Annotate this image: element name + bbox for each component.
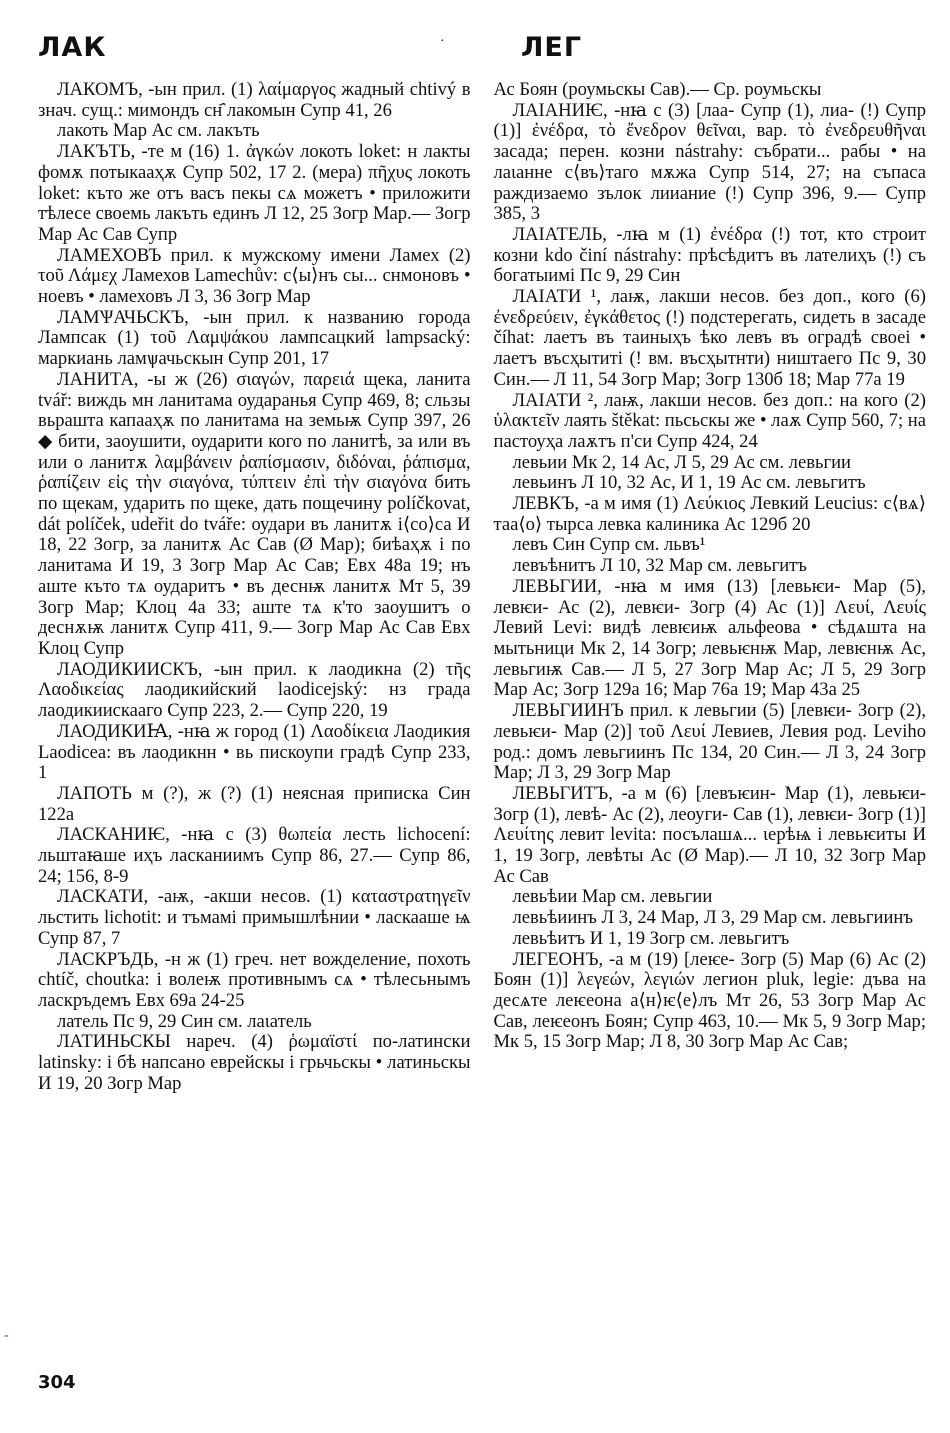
entry: ЛЕВЬГИИ, -нꙗ м имя (13) [левьѥи- Мар (5), левѥи- Ас (2), левѥи- Зогр (4) Ас (1)] Λευί, Λευίς Левий Levi: видѣ левѥиѭ альфеова • сѣдѧшта на мытьници Мк 2, 14 Зогр; левьѥнѭ Мар, левѥнѭ Ас, левьгиѭ Сав.— Л 5, 27 Зогр Мар Ас; Л 5, 29 Зогр Мар Ас; Зогр 129а 16; Мар 76а 19; Мар 43а 25 xyxy=(493,575,926,701)
entry: левьѣиинъ Л 3, 24 Мар, Л 3, 29 Мар см. левьгиинъ xyxy=(512,907,914,929)
two-column-body xyxy=(38,80,926,1094)
entry: ЛАОДИКИꙖ, -нꙗ ж город (1) Λαοδίκεια Лаодикия Laodicea: въ лаодикнн • вь пискоупи градѣ Супр 233, 1 xyxy=(38,720,471,784)
running-header-right: ЛЕГ xyxy=(521,32,583,63)
entry: ЛАМѰАЧЬСКЪ, -ын прил. к названию города Лампсак (1) τοῦ Λαμψάκου лампсацкий lampsacký: маркиань ламѱачьскын Супр 201, 17 xyxy=(38,306,471,370)
entry: ЛАΙАТИ ¹, лаѭ, лакши несов. без доп., кого (6) ἐνεδρεύειν, ἐγκάθετος (!) подстерегать, сидеть в засаде číhat: лаетъ въ таиныҳъ ѣко левъ въ оградѣ своеі • лаетъ въсҳытиті (! вм. въсҳытнти) ништаего Пс 9, 30 Син.— Л 11, 54 Зогр Мар; Зогр 130б 18; Мар 77а 19 xyxy=(493,286,926,390)
entry: левъѣнитъ Л 10, 32 Мар см. левьгитъ xyxy=(512,555,807,577)
entry: левьии Мк 2, 14 Ас, Л 5, 29 Ас см. левьгии xyxy=(512,451,852,473)
entry: левьѣии Мар см. левьгии xyxy=(512,886,713,908)
running-header-left: ЛАК xyxy=(38,32,107,63)
entry-continuation: Ас Боян (роумьскы Сав).— Ср. роумьскы xyxy=(493,79,822,100)
entry: ЛАСКРЪДЬ, -н ж (1) греч. нет вожделение, похоть chtíč, choutka: і волеѭ противнымъ сѧ • тѣлесьнымъ ласкръдемъ Евх 69а 24-25 xyxy=(38,948,471,1011)
entry: ЛАСКАТИ, -аѭ, -акши несов. (1) καταστρατηγεῖν льстить lichotit: и тъмамі примышлѣнии • ласкааше ѩ Супр 87, 7 xyxy=(38,886,471,949)
margin-tick: - xyxy=(4,1328,9,1343)
entry: ЛЕВЬГИИНЪ прил. к левьгии (5) [левѥи- Зогр (2), левьѥи- Мар (2)] τοῦ Λευί Левиев, Левия род. Leviho род.: домъ левьгиинъ Пс 134, 20 Син.— Л 3, 24 Зогр Мар; Л 3, 29 Зогр Мар xyxy=(493,700,926,784)
running-headers xyxy=(38,30,926,80)
right-column xyxy=(494,80,927,1094)
entry: левьѣитъ И 1, 19 Зогр см. левьгитъ xyxy=(512,927,790,949)
header-dot-mark: · xyxy=(440,34,445,49)
entry: ЛЕВКЪ, -а м имя (1) Λεύκιος Левкий Leucius: с⟨вѧ⟩таа⟨о⟩ тырса левка калиника Ас 129б 20 xyxy=(493,493,926,535)
entry: латель Пс 9, 29 Син см. лаιатель xyxy=(57,1010,312,1032)
entry: ЛАКЪТЬ, -те м (16) 1. ἀγκών локоть loket: н лакты фомѫ потыкааҳѫ Супр 502, 17 2. (мера) πῆχυς локоть loket: къто же отъ васъ пекы сѧ можетъ • приложити тѣлесе своемь лакъть единъ Л 12, 25 Зогр Мар.— Зогр Мар Ас Сав Супр xyxy=(38,141,471,245)
entry: ЛАΙАТИ ², лаѭ, лакши несов. без доп.: на кого (2) ὑλακτεῖν лаять štěkat: пьсьскы же • лаѫ Супр 560, 7; на пастоуҳа лаѫтъ п'си Супр 424, 24 xyxy=(493,389,926,452)
entry: ЛАΙАНИѤ, -нꙗ с (3) [лаа- Супр (1), лиа- (!) Супр (1)] ἐνέδρα, τὸ ἔνεδρον θεῖναι, вар. τὸ ἐνεδρευθῆναι засада; перен. козни nástrahy: събрати... рабы • на лаιанне с⟨въ⟩таго мѫжа Супр 514, 27; на съпаса раждизаемо зълок лииание (!) Супр 396, 9.— Супр 385, 3 xyxy=(493,99,926,225)
left-column xyxy=(38,80,471,1094)
page-number: 304 xyxy=(38,1372,76,1393)
entry: ЛАМЕХОВЪ прил. к мужскому имени Ламех (2) τοῦ Λάμεχ Ламехов Lamechův: с⟨ы⟩нъ сы... снмоновъ • ноевъ • ламеховъ Л 3, 36 Зогр Мар xyxy=(38,244,471,308)
entry: ЛАКОМЪ, -ын прил. (1) λαίμαργος жадный chtivý в знач. сущ.: мимондъ сн҄ лакомын Супр 41, 26 xyxy=(38,79,471,121)
entry: ЛАНИТА, -ы ж (26) σιαγών, παρειά щека, ланита tvář: виждь мн ланитама оударанья Супр 469, 8; сльзы вьрашта капааҳѫ по ланитама на земьѭ Супр 397, 26 ◆ бити, заоушити, оударити кого по ланитѣ, за или въ или о ланитѫ λαμβάνειν ῥαπίσμασιν, διδόναι, ῥάπισμα, ῥαπίζειν εἰς τὴν σιαγόνα, τύπτειν ἐπὶ τὴν σιαγόνα бить по щекам, ударить по щеке, дать пощечину políčkovat, dát políček, udeřit do tváře: оудари въ ланитѫ і⟨со⟩са И 18, 22 Зогр, за ланитѫ Ас Сав (Ø Мар); биѣаҳѫ і по ланитама И 19, 3 Зогр Мар Ас Сав; Евх 48а 19; нъ аште къто тѧ оударитъ • въ деснѭ ланитѫ Мт 5, 39 Зогр Мар; Клоц 4а 33; аште тѧ к'то заоушитъ о деснѫѭ ланитѫ Супр 411, 9.— Зогр Мар Ас Сав Евх Клоц Супр xyxy=(38,368,471,659)
entry: ЛЕВЬГИТЪ, -а м (6) [левъѥин- Мар (1), левьѥи- Зогр (1), левѣ- Ас (2), леоуги- Сав (1), левѥи- Зогр (1)] Λευίτης левит levita: посълашѧ... ιерѣѩ і левьѥиты И 1, 19 Зогр, левѣты Ас (Ø Мар).— Л 10, 32 Зогр Мар Ас Сав xyxy=(493,782,926,887)
entry: ЛАΙАТЕЛЬ, -лꙗ м (1) ἐνέδρα (!) тот, кто строит козни kdo činí nástrahy: прѣсѣдитъ въ лателиҳъ (!) съ богатыимі Пс 9, 29 Син xyxy=(493,223,926,287)
entry: ЛАПОТЬ м (?), ж (?) (1) неясная приписка Син 122а xyxy=(38,782,471,825)
entry: ЛАСКАНИѤ, -нꙗ с (3) θωπεία лесть lichocení: льштаꙗше иҳъ ласканиимъ Супр 86, 27.— Супр 86, 24; 156, 8-9 xyxy=(38,824,471,887)
entry: лакоть Мар Ас см. лакъть xyxy=(57,120,260,142)
entry: ЛЕГЕОНЪ, -а м (19) [леѥе- Зогр (5) Мар (6) Ас (2) Боян (1)] λεγεών, λεγιών легион pluk, legie: дъва на десѧте леѥеона а⟨н⟩ѥ⟨е⟩лъ Мт 26, 53 Зогр Мар Ас Сав, леѥеонъ Боян; Супр 463, 10.— Мк 5, 9 Зогр Мар; Мк 5, 15 Зогр Мар; Л 8, 30 Зогр Мар Ас Сав; xyxy=(493,948,926,1053)
entry: ЛАОДИКИИСКЪ, -ын прил. к лаодикна (2) τῆς Λαοδικείας лаодикийский laodicejský: нз града лаодикиискааго Супр 223, 2.— Супр 220, 19 xyxy=(38,658,471,722)
entry: ЛАТИНЬСКЫ нареч. (4) ῥωμαϊστί по-латински latinsky: і бѣ напсано еврейскы і грьчьскы • латиньскы И 19, 20 Зогр Мар xyxy=(38,1031,471,1094)
entry: левьинъ Л 10, 32 Ас, И 1, 19 Ас см. левьгитъ xyxy=(512,472,866,494)
entry: левъ Син Супр см. львъ¹ xyxy=(512,534,706,556)
